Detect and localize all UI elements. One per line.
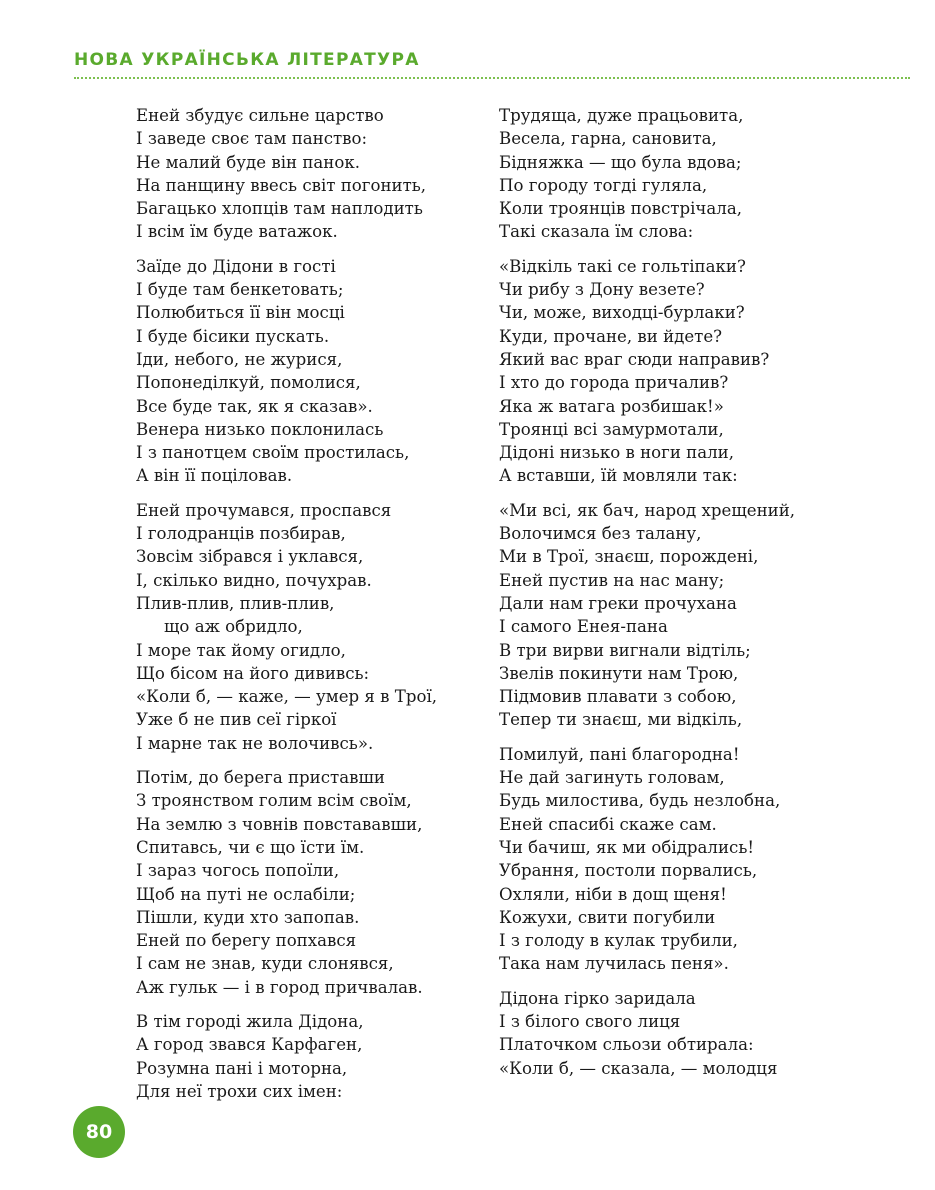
poem-line: Кожухи, свити погубили	[499, 907, 716, 927]
poem-line: Така нам лучилась пеня».	[499, 954, 729, 974]
poem-line: «Ми всі, як бач, народ хрещений,	[499, 500, 796, 520]
poem-line: Уже б не пив сеї гіркої	[136, 710, 337, 730]
poem-line: І, скілько видно, почухрав.	[136, 570, 372, 590]
poem-line: Пішли, куди хто запопав.	[136, 907, 360, 927]
poem-line: Куди, прочане, ви йдете?	[499, 326, 723, 346]
poem-line: Чи, може, виходці-бурлаки?	[499, 303, 745, 323]
poem-line: Еней спасибі скаже сам.	[499, 814, 717, 834]
poem-line: що аж обридло,	[164, 617, 303, 637]
stanza	[499, 743, 919, 976]
dotted-divider	[74, 77, 910, 79]
poem-line: І всім їм буде ватажок.	[136, 222, 338, 242]
poem-line: І самого Енея-пана	[499, 617, 668, 637]
poem-line: Еней збудує сильне царство	[136, 106, 384, 125]
stanza	[136, 766, 491, 999]
poem-line: Зовсім зібрався і уклався,	[136, 547, 364, 567]
poem-line: Коли троянців повстрічала,	[499, 199, 742, 219]
poem-line: В тім городі жила Дідона,	[136, 1011, 364, 1031]
poem-line: Багацько хлопців там наплодить	[136, 199, 423, 219]
poem-line: В три вирви вигнали відтіль;	[499, 640, 751, 660]
poem-line: І марне так не волочивсь».	[136, 733, 374, 753]
stanza	[499, 499, 919, 732]
poem-line: Тепер ти знаєш, ми відкіль,	[499, 710, 743, 730]
poem-line: Охляли, ніби в дощ щеня!	[499, 884, 727, 904]
poem-line: І з голоду в кулак трубили,	[499, 931, 738, 951]
stanza	[136, 499, 491, 755]
poem-line: Дідона гірко заридала	[499, 988, 696, 1008]
poem-line: Плив-плив, плив-плив,	[136, 593, 335, 613]
poem-line: Такі сказала їм слова:	[499, 222, 694, 242]
stanza	[499, 987, 919, 1080]
poem-line: Полюбиться її він мосці	[136, 303, 345, 323]
poem-line: І сам не знав, куди слонявся,	[136, 954, 394, 974]
stanza	[136, 104, 491, 244]
poem-line: Щоб на путі не ослабіли;	[136, 884, 356, 904]
poem-line: Звелів покинути нам Трою,	[499, 663, 739, 683]
poem-column-right	[499, 104, 919, 1091]
poem-line: Еней прочумався, проспався	[136, 500, 392, 520]
poem-line: Все буде так, як я сказав».	[136, 396, 373, 416]
poem-line: Весела, гарна, сановита,	[499, 129, 717, 149]
poem-column-left	[136, 104, 491, 1114]
poem-line: «Коли б, — сказала, — молодця	[499, 1058, 778, 1078]
poem-line: Аж гульк — і в город причвалав.	[136, 977, 423, 997]
stanza	[499, 104, 919, 244]
poem-line: Чи бачиш, як ми обідрались!	[499, 837, 755, 857]
poem-line: Волочимся без талану,	[499, 524, 702, 544]
page-number: 80	[85, 1121, 113, 1143]
poem-line: І буде там бенкетовать;	[136, 280, 344, 300]
poem-line: Іди, небого, не журися,	[136, 349, 343, 369]
poem-line: Еней по берегу попхався	[136, 931, 357, 951]
page-number-badge	[73, 1106, 125, 1158]
section-title: НОВА УКРАЇНСЬКА ЛІТЕРАТУРА	[74, 50, 420, 70]
poem-line: Бідняжка — що була вдова;	[499, 152, 742, 172]
poem-line: Чи рибу з Дону везете?	[499, 280, 705, 300]
poem-line: А він її поціловав.	[136, 466, 293, 486]
poem-line: І з панотцем своїм простилась,	[136, 443, 410, 463]
poem-line: Трудяща, дуже працьовита,	[499, 106, 744, 125]
poem-line: Потім, до берега приставши	[136, 768, 385, 788]
poem-line: На панщину ввесь світ погонить,	[136, 175, 427, 195]
poem-line: І голодранців позбирав,	[136, 524, 346, 544]
poem-line: Троянці всі замурмотали,	[499, 419, 724, 439]
stanza	[136, 255, 491, 488]
poem-line: Підмовив плавати з собою,	[499, 687, 737, 707]
poem-line: Спитавсь, чи є що їсти їм.	[136, 837, 365, 857]
poem-line: З троянством голим всім своїм,	[136, 791, 412, 811]
poem-line: Убрання, постоли порвались,	[499, 861, 758, 881]
poem-line: Помилуй, пані благородна!	[499, 744, 740, 764]
poem-line: А вставши, їй мовляли так:	[499, 466, 738, 486]
poem-line: І хто до города причалив?	[499, 373, 729, 393]
poem-line: Дідоні низько в ноги пали,	[499, 443, 735, 463]
poem-line: Розумна пані і моторна,	[136, 1058, 348, 1078]
poem-line: Заїде до Дідони в гості	[136, 256, 336, 276]
poem-line: «Відкіль такі се гольтіпаки?	[499, 256, 746, 276]
poem-line: Дали нам греки прочухана	[499, 593, 737, 613]
poem-line: Попонеділкуй, помолися,	[136, 373, 361, 393]
poem-line: По городу тогді гуляла,	[499, 175, 708, 195]
stanza	[499, 255, 919, 488]
poem-line: Ми в Трої, знаєш, порождені,	[499, 547, 759, 567]
poem-line: Еней пустив на нас ману;	[499, 570, 725, 590]
poem-line: І зараз чогось попоїли,	[136, 861, 340, 881]
poem-line: Не дай загинуть головам,	[499, 768, 725, 788]
poem-line: Що бісом на його дививсь:	[136, 663, 370, 683]
poem-line: І заведе своє там панство:	[136, 129, 368, 149]
stanza	[136, 1010, 491, 1103]
poem-line: А город звався Карфаген,	[136, 1035, 363, 1055]
poem-line: Який вас враг сюди направив?	[499, 349, 770, 369]
poem-line: І з білого свого лиця	[499, 1011, 681, 1031]
poem-line: Платочком сльози обтирала:	[499, 1035, 754, 1055]
poem-line: Венера низько поклонилась	[136, 419, 384, 439]
poem-line: І буде бісики пускать.	[136, 326, 330, 346]
poem-line: «Коли б, — каже, — умер я в Трої,	[136, 687, 438, 707]
poem-line: Будь милостива, будь незлобна,	[499, 791, 781, 811]
poem-line: І море так йому огидло,	[136, 640, 346, 660]
poem-line: Не малий буде він панок.	[136, 152, 360, 172]
poem-line: Яка ж ватага розбишак!»	[499, 396, 724, 416]
poem-line: На землю з човнів повстававши,	[136, 814, 423, 834]
poem-line: Для неї трохи сих імен:	[136, 1081, 343, 1101]
